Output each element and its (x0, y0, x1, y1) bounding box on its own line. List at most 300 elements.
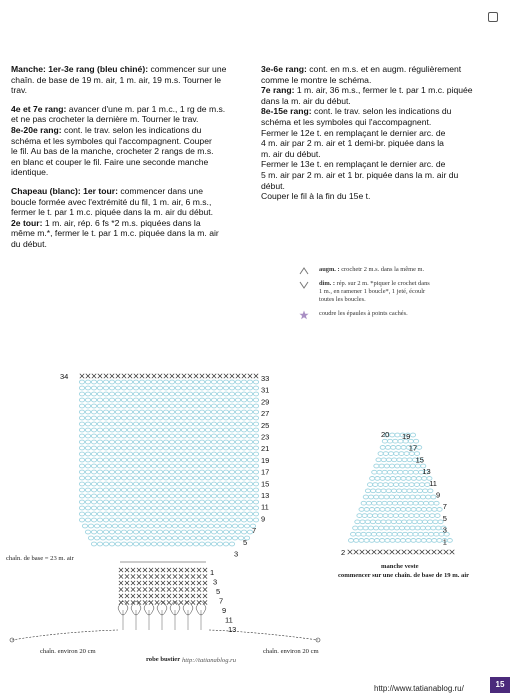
stitch-top-row (80, 374, 84, 378)
stitch-top-row (134, 374, 138, 378)
stitch-body (253, 476, 258, 480)
stitch-body (175, 464, 180, 468)
stitch-body (217, 470, 222, 474)
stitch-body (85, 458, 90, 462)
stitch-sleeve (389, 464, 394, 468)
stitch-body (133, 464, 138, 468)
stitch-sleeve (366, 501, 371, 505)
stitch-top-row (236, 374, 240, 378)
stitch-body (211, 440, 216, 444)
stitch-body (199, 398, 204, 402)
stitch-body (247, 422, 252, 426)
stitch-body (157, 380, 162, 384)
stitch-top-row (110, 374, 114, 378)
stitch-body (211, 458, 216, 462)
stitch-body (196, 524, 201, 528)
stitch-sleeve (405, 464, 410, 468)
stitch-body (187, 434, 192, 438)
stitch-sleeve-base (402, 550, 407, 555)
stitch-body (217, 416, 222, 420)
stitch-body (139, 500, 144, 504)
stitch-body (139, 512, 144, 516)
stitch-waist (185, 594, 189, 598)
stitch-body (79, 488, 84, 492)
stitch-body (253, 500, 258, 504)
stitch-body (79, 410, 84, 414)
para-rang47 (11, 104, 249, 125)
stitch-body (97, 446, 102, 450)
stitch-body (127, 518, 132, 522)
stitch-sleeve (399, 452, 404, 456)
stitch-sleeve (374, 464, 379, 468)
stitch-sleeve (359, 508, 364, 512)
stitch-waist (155, 600, 159, 604)
stitch-body (175, 542, 180, 546)
stitch-sleeve (398, 501, 403, 505)
stitch-sleeve (361, 532, 366, 536)
stitch-sleeve (393, 514, 398, 518)
stitch-waist (179, 587, 183, 591)
stitch-sleeve (398, 470, 403, 474)
stitch-body (157, 440, 162, 444)
stitch-body (217, 380, 222, 384)
stitch-sleeve (417, 489, 422, 493)
text-line: fermer le t. par 1 m.c. piquée dans la m. air du début. (11, 207, 214, 218)
stitch-body (223, 422, 228, 426)
stitch-body (247, 470, 252, 474)
para-tour2 (11, 218, 249, 250)
stitch-body (139, 410, 144, 414)
stitch-sleeve (379, 526, 384, 530)
stitch-body (133, 416, 138, 420)
stitch-body (103, 416, 108, 420)
stitch-body (157, 518, 162, 522)
stitch-sleeve (419, 483, 424, 487)
stitch-sleeve (414, 483, 419, 487)
stitch-body (169, 542, 174, 546)
stitch-body (97, 476, 102, 480)
stitch-waist (173, 574, 177, 578)
stitch-body (121, 476, 126, 480)
stitch-top-row (206, 374, 210, 378)
stitch-body (139, 476, 144, 480)
stitch-sleeve (404, 483, 409, 487)
stitch-body (187, 500, 192, 504)
stitch-sleeve (432, 508, 437, 512)
stitch-sleeve (413, 532, 418, 536)
stitch-body (241, 464, 246, 468)
stitch-body (145, 488, 150, 492)
stitch-body (91, 446, 96, 450)
stitch-body (193, 530, 198, 534)
stitch-body (205, 530, 210, 534)
stitch-body (121, 446, 126, 450)
stitch-sleeve (410, 464, 415, 468)
stitch-body (127, 458, 132, 462)
stitch-sleeve (351, 532, 356, 536)
stitch-body (235, 506, 240, 510)
label-watermark: http://tatianablog.ru (182, 657, 237, 664)
stitch-sleeve-base (378, 550, 383, 555)
stitch-body (229, 446, 234, 450)
stitch-sleeve (380, 477, 385, 481)
stitch-sleeve (359, 539, 364, 543)
stitch-body (112, 524, 117, 528)
stitch-body (127, 410, 132, 414)
heading-rang815: 8e-15e rang: (261, 106, 312, 117)
stitch-body (91, 380, 96, 384)
stitch-sleeve (419, 514, 424, 518)
stitch-body (175, 380, 180, 384)
stitch-sleeve (403, 470, 408, 474)
stitch-body (127, 470, 132, 474)
stitch-body (151, 446, 156, 450)
star-icon (297, 310, 315, 320)
stitch-body (253, 398, 258, 402)
stitch-body (91, 518, 96, 522)
stitch-body (145, 380, 150, 384)
stitch-sleeve (363, 526, 368, 530)
heading-rang36: 3e-6e rang: (261, 64, 307, 74)
stitch-body (85, 476, 90, 480)
stitch-body (205, 542, 210, 546)
stitch-body (115, 410, 120, 414)
text-line: cont. en m.s. et en augm. régulièrement (306, 64, 462, 74)
stitch-waist (131, 594, 135, 598)
stitch-body (145, 518, 150, 522)
stitch-body (136, 524, 141, 528)
stitch-top-row (122, 374, 126, 378)
stitch-body (145, 410, 150, 414)
stitch-body (97, 506, 102, 510)
stitch-body (247, 494, 252, 498)
stitch-body (127, 530, 132, 534)
stitch-body (223, 470, 228, 474)
stitch-body (139, 542, 144, 546)
stitch-sleeve (367, 483, 372, 487)
stitch-body (187, 530, 192, 534)
stitch-body (229, 470, 234, 474)
stitch-body (133, 392, 138, 396)
stitch-body (79, 434, 84, 438)
stitch-body (217, 494, 222, 498)
stitch-body (145, 464, 150, 468)
legend-augm-text: crochetr 2 m.s. dans la même m. (339, 266, 425, 273)
stitch-body (235, 434, 240, 438)
stitch-top-row (230, 374, 234, 378)
stitch-body (139, 434, 144, 438)
stitch-sleeve (394, 526, 399, 530)
stitch-body (79, 446, 84, 450)
stitch-body (103, 440, 108, 444)
stitch-sleeve (398, 514, 403, 518)
stitch-body (205, 434, 210, 438)
stitch-body (145, 512, 150, 516)
stitch-body (91, 488, 96, 492)
stitch-sleeve (397, 458, 402, 462)
stitch-sleeve (394, 495, 399, 499)
stitch-body (145, 482, 150, 486)
stitch-body (175, 530, 180, 534)
stitch-body (187, 542, 192, 546)
stitch-body (157, 494, 162, 498)
stitch-body (97, 458, 102, 462)
stitch-sleeve (356, 532, 361, 536)
stitch-body (109, 434, 114, 438)
stitch-sleeve (424, 501, 429, 505)
stitch-sleeve (410, 433, 415, 437)
stitch-body (151, 404, 156, 408)
stitch-body (229, 494, 234, 498)
stitch-body (145, 470, 150, 474)
stitch-body (121, 392, 126, 396)
stitch-sleeve (386, 489, 391, 493)
waist-number: 1 (210, 568, 215, 577)
stitch-sleeve (422, 520, 427, 524)
stitch-waist (179, 581, 183, 585)
stitch-body (205, 380, 210, 384)
stitch-body (109, 410, 114, 414)
stitch-waist (161, 574, 165, 578)
stitch-body (229, 542, 234, 546)
stitch-body (109, 542, 114, 546)
stitch-body (217, 398, 222, 402)
stitch-body (115, 428, 120, 432)
stitch-sleeve (401, 477, 406, 481)
stitch-waist (191, 587, 195, 591)
stitch-body (175, 434, 180, 438)
stitch-body (169, 476, 174, 480)
stitch-sleeve-base (432, 550, 437, 555)
stitch-body (175, 392, 180, 396)
stitch-body (223, 434, 228, 438)
stitch-body (169, 512, 174, 516)
stitch-body (235, 410, 240, 414)
stitch-body (211, 488, 216, 492)
stitch-body (229, 416, 234, 420)
stitch-body (103, 476, 108, 480)
stitch-sleeve (429, 532, 434, 536)
stitch-body (157, 488, 162, 492)
footer-url[interactable]: http://www.tatianablog.ru/ (374, 684, 464, 693)
stitch-body (175, 512, 180, 516)
stitch-body (223, 530, 228, 534)
stitch-body (124, 524, 129, 528)
stitch-body (163, 518, 168, 522)
stitch-body (205, 404, 210, 408)
stitch-body (241, 452, 246, 456)
stitch-body (109, 440, 114, 444)
stitch-body (232, 536, 237, 540)
stitch-sleeve (428, 489, 433, 493)
stitch-body (106, 536, 111, 540)
stitch-body (163, 446, 168, 450)
text-line: identique. (11, 167, 49, 178)
stitch-sleeve (374, 539, 379, 543)
stitch-body (121, 494, 126, 498)
stitch-body (205, 482, 210, 486)
stitch-body (121, 440, 126, 444)
stitch-sleeve (407, 520, 412, 524)
stitch-body (193, 398, 198, 402)
stitch-sleeve (425, 526, 430, 530)
stitch-sleeve (378, 452, 383, 456)
stitch-body (181, 500, 186, 504)
text-line: et ne pas crocheter la dernière m. Tourner le trav. (11, 114, 199, 125)
stitch-sleeve (410, 526, 415, 530)
stitch-body (157, 422, 162, 426)
stitch-sleeve (433, 520, 438, 524)
stitch-sleeve (427, 508, 432, 512)
stitch-body (127, 434, 132, 438)
stitch-body (181, 422, 186, 426)
text-line: du début. (11, 238, 47, 249)
stitch-body (187, 512, 192, 516)
stitch-top-row (254, 374, 258, 378)
stitch-top-row (104, 374, 108, 378)
stitch-waist (149, 581, 153, 585)
stitch-waist (197, 587, 201, 591)
label-chain-right: chaîn. environ 20 cm (263, 648, 319, 655)
stitch-body (187, 398, 192, 402)
heading-tour2: 2e tour: (11, 217, 43, 228)
stitch-body (253, 458, 258, 462)
stitch-body (169, 404, 174, 408)
stitch-body (157, 500, 162, 504)
stitch-body (145, 398, 150, 402)
stitch-body (217, 392, 222, 396)
stitch-waist (143, 581, 147, 585)
stitch-body (91, 542, 96, 546)
stitch-body (109, 452, 114, 456)
stitch-body (169, 380, 174, 384)
stitch-body (97, 410, 102, 414)
stitch-sleeve (420, 526, 425, 530)
stitch-body (193, 434, 198, 438)
page-number-badge: 15 (490, 677, 510, 693)
stitch-body (175, 404, 180, 408)
stitch-sleeve (383, 483, 388, 487)
stitch-sleeve (401, 508, 406, 512)
stitch-top-row (170, 374, 174, 378)
stitch-body (190, 524, 195, 528)
stitch-body (169, 452, 174, 456)
stitch-body (193, 404, 198, 408)
stitch-body (187, 518, 192, 522)
stitch-waist (191, 594, 195, 598)
stitch-body (157, 464, 162, 468)
stitch-body (235, 458, 240, 462)
stitch-body (121, 464, 126, 468)
stitch-body (199, 512, 204, 516)
stitch-waist (137, 581, 141, 585)
stitch-waist (167, 568, 171, 572)
stitch-body (199, 392, 204, 396)
stitch-body (121, 434, 126, 438)
stitch-body (181, 440, 186, 444)
text-tour2 (11, 218, 219, 249)
stitch-sleeve (366, 532, 371, 536)
stitch-body (241, 398, 246, 402)
stitch-body (163, 464, 168, 468)
stitch-body (109, 386, 114, 390)
stitch-body (85, 440, 90, 444)
stitch-body (127, 404, 132, 408)
stitch-body (166, 524, 171, 528)
stitch-body (139, 530, 144, 534)
stitch-body (109, 398, 114, 402)
stitch-waist (161, 594, 165, 598)
stitch-body (223, 446, 228, 450)
stitch-body (235, 500, 240, 504)
stitch-body (79, 416, 84, 420)
text-line: cont. le trav. selon les indications du (61, 124, 202, 135)
stitch-body (145, 500, 150, 504)
stitch-body (115, 518, 120, 522)
text-line: Fermer le 13e t. en remplaçant le dernier arc. de (261, 159, 446, 170)
stitch-body (229, 500, 234, 504)
stitch-waist (167, 594, 171, 598)
stitch-body (187, 422, 192, 426)
stitch-waist (125, 587, 129, 591)
stitch-body (181, 494, 186, 498)
caption-manche-veste: manche veste (381, 563, 419, 570)
stitch-body (103, 506, 108, 510)
stitch-body (85, 416, 90, 420)
stitch-body (193, 386, 198, 390)
stitch-sleeve (358, 526, 363, 530)
stitch-body (103, 452, 108, 456)
stitch-sleeve (365, 489, 370, 493)
stitch-body (133, 452, 138, 456)
stitch-waist (203, 574, 207, 578)
stitch-body (157, 476, 162, 480)
stitch-body (217, 464, 222, 468)
stitch-body (187, 428, 192, 432)
stitch-body (253, 380, 258, 384)
stitch-body (151, 488, 156, 492)
stitch-body (211, 380, 216, 384)
stitch-body (121, 506, 126, 510)
stitch-body (151, 410, 156, 414)
stitch-body (211, 518, 216, 522)
para-rang7 (261, 85, 501, 106)
stitch-body (151, 506, 156, 510)
stitch-body (115, 488, 120, 492)
stitch-sleeve (362, 514, 367, 518)
stitch-body (172, 536, 177, 540)
stitch-body (85, 518, 90, 522)
stitch-body (133, 434, 138, 438)
stitch-body (217, 428, 222, 432)
stitch-body (127, 440, 132, 444)
stitch-body (163, 434, 168, 438)
stitch-body (187, 464, 192, 468)
stitch-body (133, 404, 138, 408)
heading-chapeau: Chapeau (blanc): 1er tour: (11, 185, 118, 196)
stitch-sleeve (426, 495, 431, 499)
stitch-body (79, 398, 84, 402)
stitch-body (127, 494, 132, 498)
stitch-body (85, 506, 90, 510)
stitch-body (229, 482, 234, 486)
stitch-body (211, 470, 216, 474)
stitch-top-row (212, 374, 216, 378)
stitch-waist (155, 568, 159, 572)
stitch-body (145, 392, 150, 396)
stitch-body (163, 500, 168, 504)
label-manche-veste (381, 563, 419, 570)
